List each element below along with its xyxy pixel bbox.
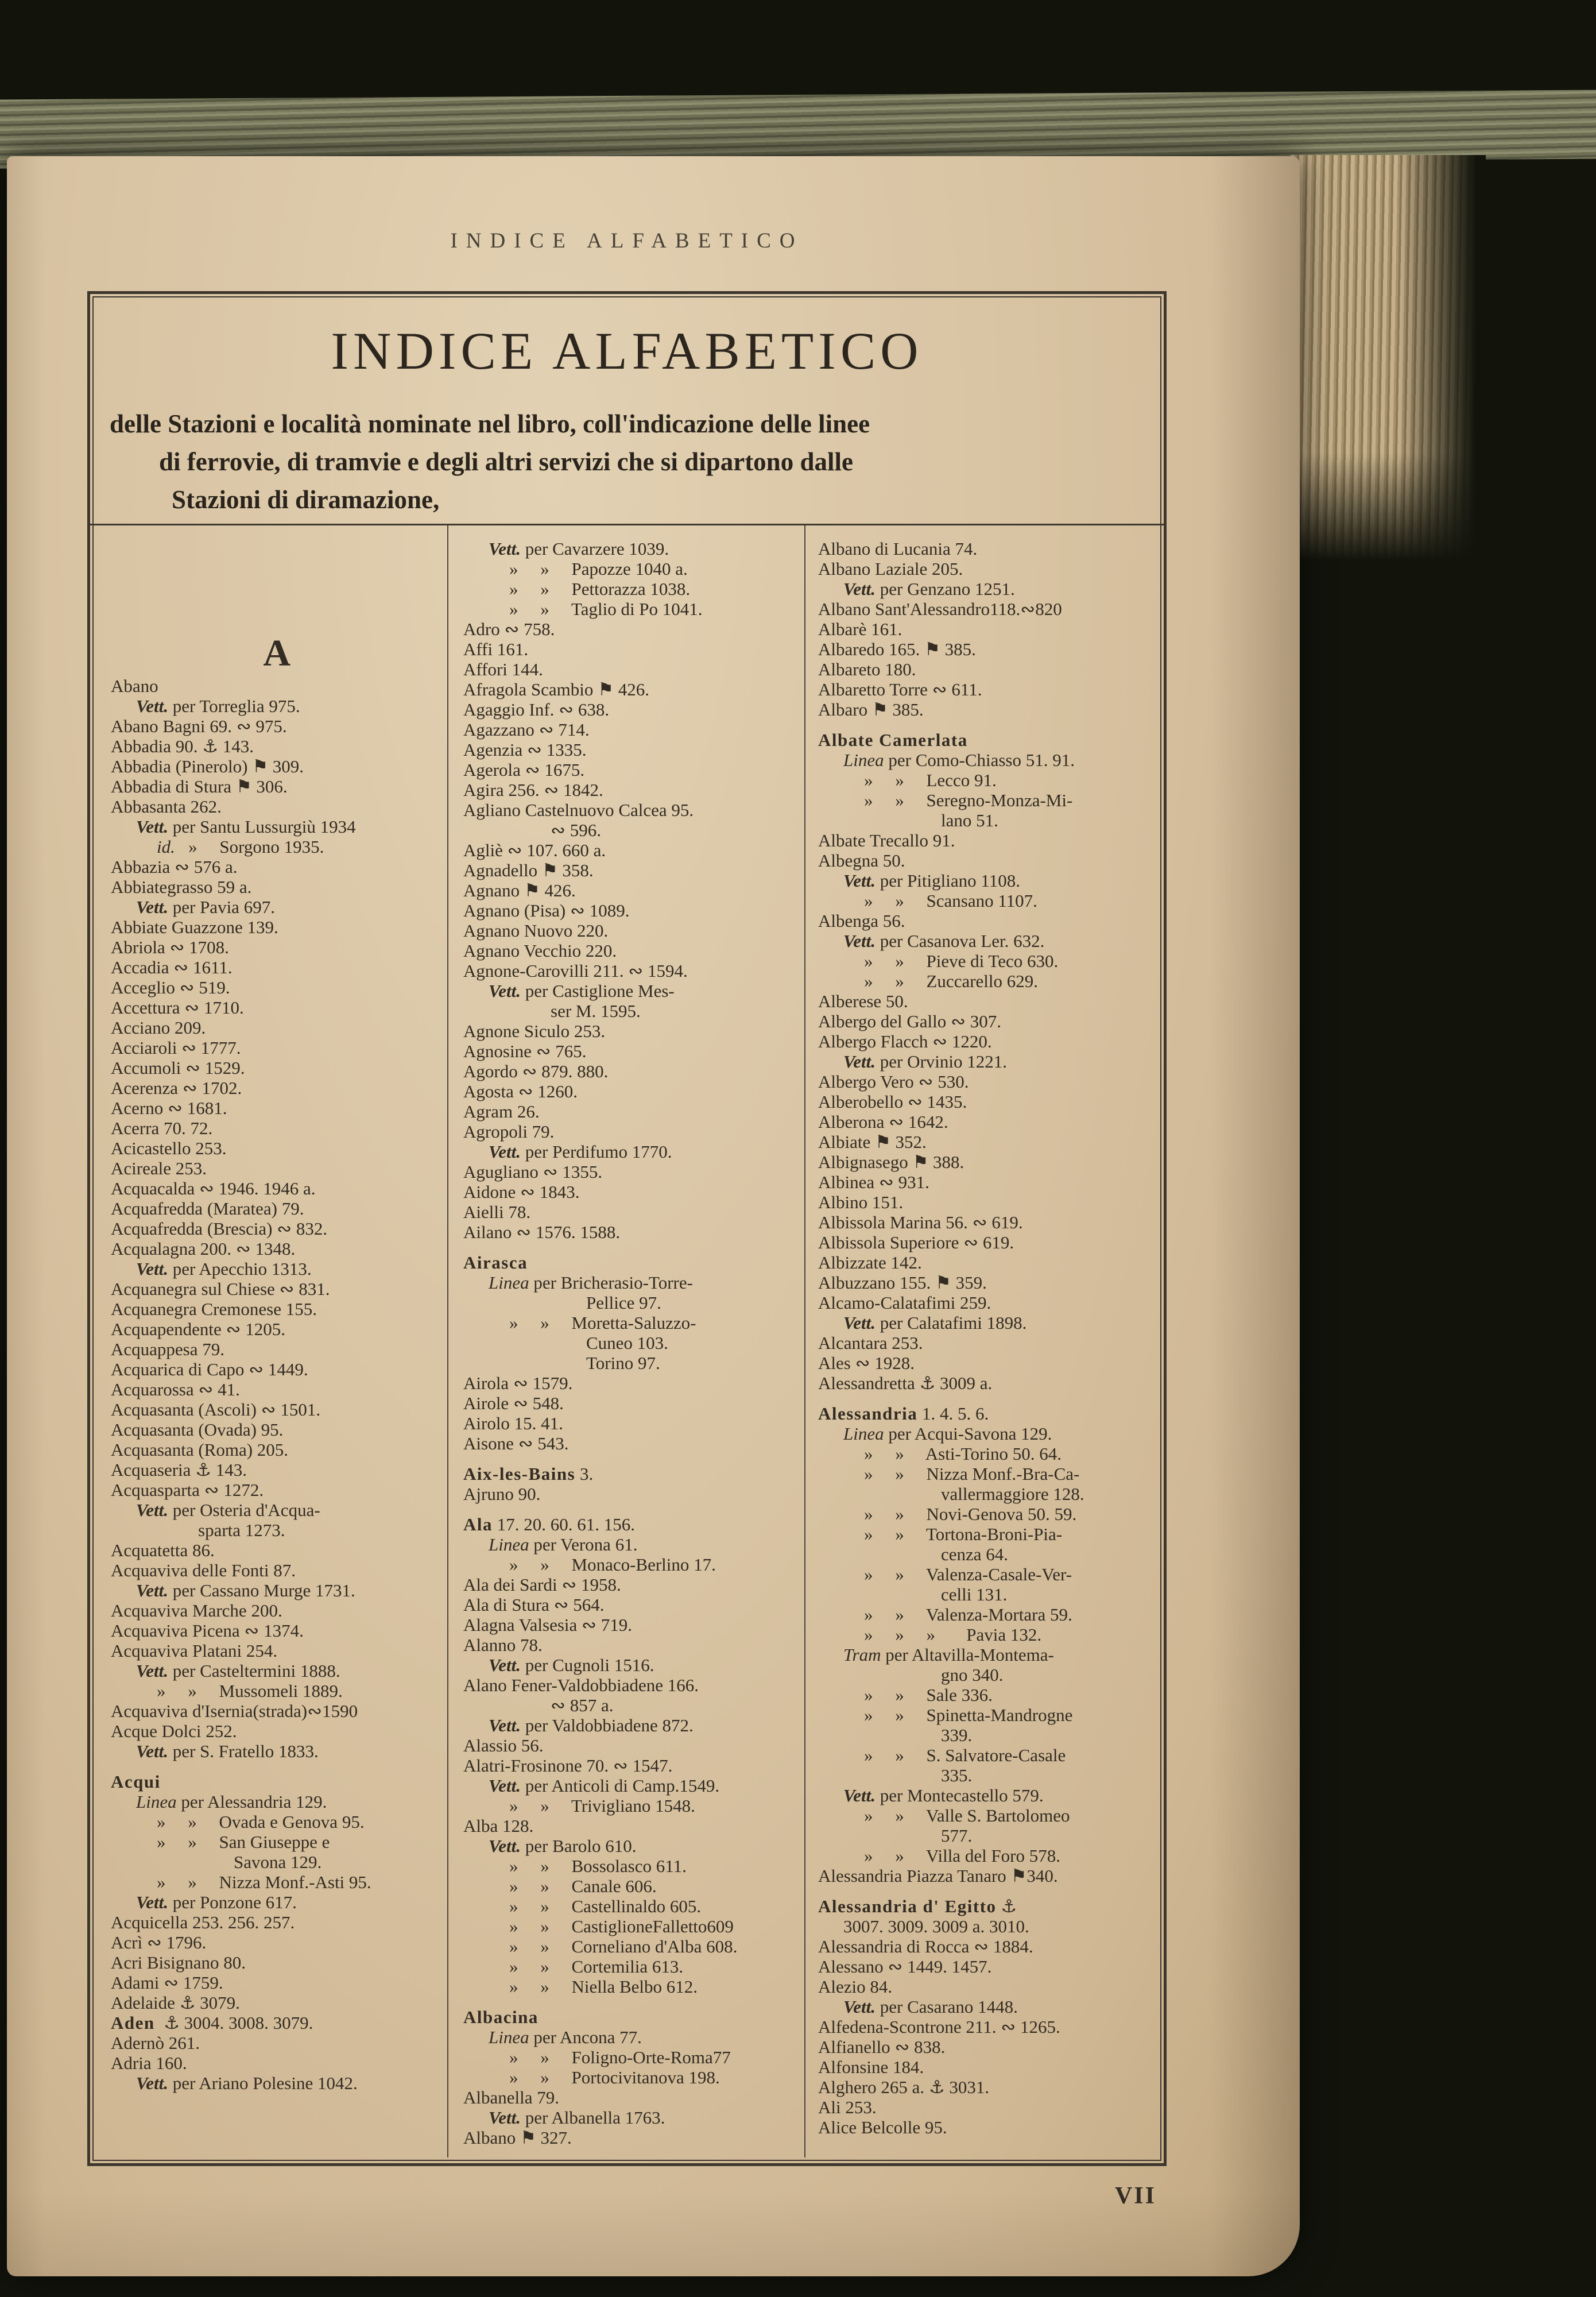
- index-line: Alezio 84.: [818, 1977, 893, 1997]
- index-line: Albizzate 142.: [818, 1252, 922, 1273]
- index-line: Acquaseria ⚓ 143.: [111, 1460, 247, 1480]
- index-line: Linea per Acqui-Savona 129.: [843, 1424, 1052, 1444]
- index-line: Alessandria 1. 4. 5. 6.: [818, 1403, 989, 1424]
- index-line: Albano Laziale 205.: [818, 559, 963, 579]
- index-line: ser M. 1595.: [551, 1001, 641, 1021]
- index-line: Albano Sant'Alessandro118.∾820: [818, 599, 1062, 619]
- index-line: Adelaide ⚓ 3079.: [111, 1993, 240, 2013]
- index-line: Albiate ⚑ 352.: [818, 1132, 927, 1152]
- index-line: Linea per Ancona 77.: [489, 2027, 642, 2047]
- index-line: Torino 97.: [586, 1353, 660, 1373]
- index-line: Agnano ⚑ 426.: [463, 880, 576, 900]
- index-line: Albino 151.: [818, 1192, 904, 1212]
- index-line: Cuneo 103.: [586, 1333, 668, 1353]
- index-line: Vett. per S. Fratello 1833.: [136, 1741, 319, 1761]
- index-line: Vett. per Anticoli di Camp.1549.: [489, 1776, 720, 1796]
- index-line: id. » Sorgono 1935.: [157, 837, 324, 857]
- index-line: Acireale 253.: [111, 1158, 207, 1178]
- index-line: » » Taglio di Po 1041.: [509, 599, 703, 619]
- index-line: Ales ∾ 1928.: [818, 1353, 915, 1373]
- index-line: Airolo 15. 41.: [463, 1413, 563, 1433]
- index-line: » » Novi-Genova 50. 59.: [864, 1504, 1077, 1524]
- index-line: Acquaviva Picena ∾ 1374.: [111, 1621, 304, 1641]
- index-line: Accettura ∾ 1710.: [111, 997, 244, 1018]
- index-line: Agram 26.: [463, 1101, 540, 1122]
- index-line: Alberese 50.: [818, 991, 908, 1011]
- index-line: » » Zuccarello 629.: [864, 971, 1039, 991]
- index-line: 577.: [941, 1826, 973, 1846]
- index-line: Abbazia ∾ 576 a.: [111, 857, 238, 877]
- index-line: Alano Fener-Valdobbiadene 166.: [463, 1675, 699, 1695]
- index-line: Agugliano ∾ 1355.: [463, 1162, 603, 1182]
- index-line: gno 340.: [941, 1665, 1004, 1685]
- index-line: Agnano (Pisa) ∾ 1089.: [463, 900, 630, 921]
- running-head: INDICE ALFABETICO: [450, 229, 804, 253]
- index-line: Albaretto Torre ∾ 611.: [818, 679, 982, 699]
- index-line: Acciaroli ∾ 1777.: [111, 1038, 241, 1058]
- index-line: Ali 253.: [818, 2097, 877, 2117]
- index-line: Adria 160.: [111, 2053, 187, 2073]
- index-line: Abbadia (Pinerolo) ⚑ 309.: [111, 756, 304, 776]
- index-line: Acquaviva d'Isernia(strada)∾1590: [111, 1701, 358, 1721]
- index-line: Albergo Flacch ∾ 1220.: [818, 1031, 992, 1051]
- index-line: Abbadia 90. ⚓ 143.: [111, 736, 254, 756]
- index-line: » » Valenza-Mortara 59.: [864, 1604, 1072, 1625]
- index-line: » » Monaco-Berlino 17.: [509, 1554, 716, 1575]
- index-line: Abano: [111, 676, 158, 696]
- index-line: Alba 128.: [463, 1816, 534, 1836]
- index-line: Vett. per Barolo 610.: [489, 1836, 637, 1856]
- index-line: » » Portocivitanova 198.: [509, 2067, 720, 2087]
- index-line: Alessandria d' Egitto ⚓: [818, 1896, 1017, 1916]
- index-line: vallermaggiore 128.: [941, 1484, 1084, 1504]
- index-line: Vett. per Cavarzere 1039.: [489, 539, 669, 559]
- index-line: Aisone ∾ 543.: [463, 1433, 569, 1453]
- index-line: Agazzano ∾ 714.: [463, 720, 590, 740]
- index-line: Afragola Scambio ⚑ 426.: [463, 679, 649, 699]
- index-line: Linea per Alessandria 129.: [136, 1792, 327, 1812]
- page-number: VII: [1114, 2183, 1156, 2209]
- index-line: » » Ovada e Genova 95.: [157, 1812, 365, 1832]
- index-line: Acquaviva Marche 200.: [111, 1600, 282, 1621]
- index-line: » » Villa del Foro 578.: [864, 1846, 1060, 1866]
- index-line: ∾ 857 a.: [551, 1695, 614, 1715]
- index-line: » » Nizza Monf.-Bra-Ca-: [864, 1464, 1080, 1484]
- index-line: Vett. per Casanova Ler. 632.: [843, 931, 1045, 951]
- index-line: Acquaviva Platani 254.: [111, 1641, 278, 1661]
- index-line: Vett. per Albanella 1763.: [489, 2107, 665, 2128]
- index-line: Ailano ∾ 1576. 1588.: [463, 1222, 621, 1242]
- index-line: Vett. per Ariano Polesine 1042.: [136, 2073, 358, 2093]
- index-line: Agerola ∾ 1675.: [463, 760, 585, 780]
- index-line: Acquasparta ∾ 1272.: [111, 1480, 264, 1500]
- index-line: Acquafredda (Brescia) ∾ 832.: [111, 1219, 328, 1239]
- index-line: Acquasanta (Ascoli) ∾ 1501.: [111, 1399, 321, 1420]
- index-line: Agropoli 79.: [463, 1122, 555, 1142]
- index-line: 335.: [941, 1765, 973, 1785]
- index-line: Vett. per Calatafimi 1898.: [843, 1313, 1027, 1333]
- index-line: Alcantara 253.: [818, 1333, 923, 1353]
- index-line: Agosta ∾ 1260.: [463, 1081, 578, 1101]
- index-frame: [87, 291, 1167, 2166]
- index-line: Acquacalda ∾ 1946. 1946 a.: [111, 1178, 316, 1198]
- index-line: Albissola Marina 56. ∾ 619.: [818, 1212, 1023, 1232]
- index-line: Albate Camerlata: [818, 730, 968, 750]
- index-line: Acquarossa ∾ 41.: [111, 1379, 240, 1399]
- index-line: Albuzzano 155. ⚑ 359.: [818, 1273, 987, 1293]
- index-line: Alfonsine 184.: [818, 2057, 924, 2077]
- index-line: Pellice 97.: [586, 1293, 661, 1313]
- index-line: Alatri-Frosinone 70. ∾ 1547.: [463, 1755, 673, 1776]
- index-line: Agnano Nuovo 220.: [463, 921, 609, 941]
- book-fore-edge-pages: [1291, 155, 1486, 569]
- index-line: Linea per Verona 61.: [489, 1534, 638, 1554]
- index-line: Adro ∾ 758.: [463, 619, 555, 639]
- index-line: Airasca: [463, 1252, 528, 1273]
- index-line: Albareto 180.: [818, 659, 916, 679]
- index-line: 339.: [941, 1725, 973, 1745]
- index-line: Alessano ∾ 1449. 1457.: [818, 1956, 992, 1977]
- index-line: Albarè 161.: [818, 619, 902, 639]
- index-line: Acqualagna 200. ∾ 1348.: [111, 1239, 296, 1259]
- index-line: » » Asti-Torino 50. 64.: [864, 1444, 1062, 1464]
- index-line: » » Scansano 1107.: [864, 891, 1037, 911]
- index-line: Vett. per Perdifumo 1770.: [489, 1142, 672, 1162]
- index-line: Vett. per Apecchio 1313.: [136, 1259, 312, 1279]
- index-line: » » Valenza-Casale-Ver-: [864, 1564, 1072, 1584]
- index-line: Vett. per Casarano 1448.: [843, 1997, 1018, 2017]
- index-line: Vett. per Santu Lussurgiù 1934: [136, 817, 356, 837]
- index-line: » » Seregno-Monza-Mi-: [864, 790, 1073, 810]
- index-line: Accadia ∾ 1611.: [111, 957, 233, 977]
- index-line: Airole ∾ 548.: [463, 1393, 564, 1413]
- index-line: » » Foligno-Orte-Roma77: [509, 2047, 731, 2067]
- index-line: » » Mussomeli 1889.: [157, 1681, 343, 1701]
- index-line: » » Sale 336.: [864, 1685, 993, 1705]
- index-line: Agira 256. ∾ 1842.: [463, 780, 603, 800]
- index-line: » » Moretta-Saluzzo-: [509, 1313, 696, 1333]
- index-line: lano 51.: [941, 810, 998, 830]
- index-line: Acquicella 253. 256. 257.: [111, 1912, 295, 1932]
- index-line: Agnone Siculo 253.: [463, 1021, 606, 1041]
- index-column-1: [111, 539, 444, 2093]
- index-line: » » Lecco 91.: [864, 770, 997, 790]
- index-line: Alfianello ∾ 838.: [818, 2037, 946, 2057]
- index-line: Agnadello ⚑ 358.: [463, 860, 594, 880]
- column-divider-1: [447, 525, 448, 2157]
- index-line: Vett. per Montecastello 579.: [843, 1785, 1044, 1805]
- index-column-2: [463, 539, 801, 2148]
- index-line: celli 131.: [941, 1584, 1008, 1604]
- index-line: Ala dei Sardi ∾ 1958.: [463, 1575, 621, 1595]
- index-line: Acquapendente ∾ 1205.: [111, 1319, 286, 1339]
- index-line: Adernò 261.: [111, 2033, 200, 2053]
- index-line: Albacina: [463, 2007, 539, 2027]
- index-line: Albergo del Gallo ∾ 307.: [818, 1011, 1001, 1031]
- index-line: Acquappesa 79.: [111, 1339, 224, 1359]
- index-line: Acri Bisignano 80.: [111, 1952, 246, 1973]
- index-line: » » S. Salvatore-Casale: [864, 1745, 1066, 1765]
- index-line: Abbiategrasso 59 a.: [111, 877, 252, 897]
- index-line: » » Pieve di Teco 630.: [864, 951, 1059, 971]
- index-line: Vett. per Genzano 1251.: [843, 579, 1015, 599]
- index-line: » » Niella Belbo 612.: [509, 1977, 698, 1997]
- index-line: Affori 144.: [463, 659, 543, 679]
- index-line: Agordo ∾ 879. 880.: [463, 1061, 609, 1081]
- index-line: Alanno 78.: [463, 1635, 543, 1655]
- index-line: Agliano Castelnuovo Calcea 95.: [463, 800, 694, 820]
- index-line: Acque Dolci 252.: [111, 1721, 237, 1741]
- subtitle-line-1: delle Stazioni e località nominate nel libro, coll'indicazione delle linee: [110, 409, 870, 438]
- index-line: Albano di Lucania 74.: [818, 539, 978, 559]
- index-line: Acquarica di Capo ∾ 1449.: [111, 1359, 308, 1379]
- index-line: Acicastello 253.: [111, 1138, 227, 1158]
- section-letter: A: [263, 632, 292, 674]
- book-page: [7, 156, 1300, 2276]
- index-line: Acerenza ∾ 1702.: [111, 1078, 242, 1098]
- subtitle-line-3: Stazioni di diramazione,: [172, 485, 440, 514]
- index-line: Acciano 209.: [111, 1018, 206, 1038]
- index-line: » » Corneliano d'Alba 608.: [509, 1936, 738, 1956]
- index-line: Alberona ∾ 1642.: [818, 1112, 948, 1132]
- index-line: Acquatetta 86.: [111, 1540, 215, 1560]
- index-line: Ajruno 90.: [463, 1484, 541, 1504]
- page-title: INDICE ALFABETICO: [331, 322, 923, 380]
- index-line: Linea per Como-Chiasso 51. 91.: [843, 750, 1075, 770]
- index-line: » » CastiglioneFalletto609: [509, 1916, 734, 1936]
- index-line: » » Cortemilia 613.: [509, 1956, 684, 1977]
- column-divider-2: [804, 525, 805, 2157]
- index-line: Alassio 56.: [463, 1735, 544, 1755]
- index-line: Abano Bagni 69. ∾ 975.: [111, 716, 287, 736]
- index-line: Acerra 70. 72.: [111, 1118, 213, 1138]
- index-line: Aix-les-Bains 3.: [463, 1464, 594, 1484]
- index-line: Alessandria Piazza Tanaro ⚑340.: [818, 1866, 1058, 1886]
- index-line: Agnosine ∾ 765.: [463, 1041, 587, 1061]
- index-line: Albano ⚑ 327.: [463, 2128, 572, 2148]
- index-line: Albissola Superiore ∾ 619.: [818, 1232, 1014, 1252]
- columns-top-rule: [90, 524, 1164, 525]
- index-line: Vett. per Casteltermini 1888.: [136, 1661, 340, 1681]
- index-line: Alfedena-Scontrone 211. ∾ 1265.: [818, 2017, 1060, 2037]
- index-line: Vett. per Pitigliano 1108.: [843, 871, 1020, 891]
- index-line: » » Spinetta-Mandrogne: [864, 1705, 1073, 1725]
- index-line: Alessandretta ⚓ 3009 a.: [818, 1373, 993, 1393]
- index-line: Abbiate Guazzone 139.: [111, 917, 278, 937]
- index-line: Vett. per Cugnoli 1516.: [489, 1655, 654, 1675]
- index-line: Vett. per Cassano Murge 1731.: [136, 1580, 355, 1600]
- index-line: Vett. per Valdobbiadene 872.: [489, 1715, 694, 1735]
- index-line: Vett. per Orvinio 1221.: [843, 1051, 1008, 1072]
- index-line: Acquanegra Cremonese 155.: [111, 1299, 317, 1319]
- index-line: » » Bossolasco 611.: [509, 1856, 687, 1876]
- index-line: » » Papozze 1040 a.: [509, 559, 688, 579]
- index-line: Vett. per Osteria d'Acqua-: [136, 1500, 320, 1520]
- index-line: Vett. per Torreglia 975.: [136, 696, 300, 716]
- index-line: Airola ∾ 1579.: [463, 1373, 573, 1393]
- index-line: Acquasanta (Roma) 205.: [111, 1440, 289, 1460]
- index-line: Albaro ⚑ 385.: [818, 699, 924, 720]
- index-line: Agenzia ∾ 1335.: [463, 740, 587, 760]
- index-line: » » San Giuseppe e: [157, 1832, 330, 1852]
- index-line: Agliè ∾ 107. 660 a.: [463, 840, 606, 860]
- index-column-3: [818, 539, 1163, 2137]
- index-line: » » » Pavia 132.: [864, 1625, 1042, 1645]
- index-line: Alghero 265 a. ⚓ 3031.: [818, 2077, 990, 2097]
- index-line: Albate Trecallo 91.: [818, 830, 955, 850]
- index-line: cenza 64.: [941, 1544, 1009, 1564]
- index-line: Albenga 56.: [818, 911, 905, 931]
- index-line: Agnano Vecchio 220.: [463, 941, 617, 961]
- index-line: Acqui: [111, 1772, 161, 1792]
- index-line: Aielli 78.: [463, 1202, 531, 1222]
- index-line: Aidone ∾ 1843.: [463, 1182, 580, 1202]
- index-line: sparta 1273.: [198, 1520, 285, 1540]
- index-line: Albignasego ⚑ 388.: [818, 1152, 964, 1172]
- index-line: Agnone-Carovilli 211. ∾ 1594.: [463, 961, 688, 981]
- index-line: Acerno ∾ 1681.: [111, 1098, 227, 1118]
- index-line: » » Nizza Monf.-Asti 95.: [157, 1872, 371, 1892]
- index-line: Alice Belcolle 95.: [818, 2117, 947, 2137]
- index-line: » » Valle S. Bartolomeo: [864, 1805, 1070, 1826]
- index-line: Acquanegra sul Chiese ∾ 831.: [111, 1279, 330, 1299]
- index-line: Vett. per Castiglione Mes-: [489, 981, 675, 1001]
- subtitle-line-2: di ferrovie, di tramvie e degli altri servizi che si dipartono dalle: [159, 447, 853, 476]
- index-line: Affi 161.: [463, 639, 529, 659]
- index-line: Linea per Bricherasio-Torre-: [489, 1273, 693, 1293]
- index-line: Alcamo-Calatafimi 259.: [818, 1293, 991, 1313]
- index-line: » » Castellinaldo 605.: [509, 1896, 702, 1916]
- index-line: Savona 129.: [234, 1852, 322, 1872]
- index-line: Albaredo 165. ⚑ 385.: [818, 639, 976, 659]
- index-line: Alagna Valsesia ∾ 719.: [463, 1615, 633, 1635]
- index-line: Agaggio Inf. ∾ 638.: [463, 699, 610, 720]
- index-line: Acquasanta (Ovada) 95.: [111, 1420, 284, 1440]
- index-line: Vett. per Pavia 697.: [136, 897, 275, 917]
- index-line: Alberobello ∾ 1435.: [818, 1092, 967, 1112]
- index-line: Acquafredda (Maratea) 79.: [111, 1198, 304, 1219]
- index-line: Alessandria di Rocca ∾ 1884.: [818, 1936, 1033, 1956]
- index-line: Ala di Stura ∾ 564.: [463, 1595, 605, 1615]
- index-line: Albanella 79.: [463, 2087, 560, 2107]
- index-line: Albegna 50.: [818, 850, 905, 871]
- index-line: Abriola ∾ 1708.: [111, 937, 229, 957]
- index-line: Tram per Altavilla-Montema-: [843, 1645, 1054, 1665]
- index-line: Adami ∾ 1759.: [111, 1973, 223, 1993]
- index-line: » » Trivigliano 1548.: [509, 1796, 695, 1816]
- index-line: Albinea ∾ 931.: [818, 1172, 929, 1192]
- index-line: 3007. 3009. 3009 a. 3010.: [843, 1916, 1029, 1936]
- index-line: » » Tortona-Broni-Pia-: [864, 1524, 1063, 1544]
- index-line: Ala 17. 20. 60. 61. 156.: [463, 1514, 635, 1534]
- index-line: Abbasanta 262.: [111, 796, 222, 817]
- index-line: Acquaviva delle Fonti 87.: [111, 1560, 296, 1580]
- index-line: Abbadia di Stura ⚑ 306.: [111, 776, 288, 796]
- index-line: Accumoli ∾ 1529.: [111, 1058, 245, 1078]
- index-line: Acceglio ∾ 519.: [111, 977, 230, 997]
- index-line: » » Pettorazza 1038.: [509, 579, 691, 599]
- index-line: ∾ 596.: [551, 820, 601, 840]
- index-line: Aden ⚓ 3004. 3008. 3079.: [111, 2013, 313, 2033]
- index-line: » » Canale 606.: [509, 1876, 657, 1896]
- index-line: Albergo Vero ∾ 530.: [818, 1072, 969, 1092]
- index-line: Acrì ∾ 1796.: [111, 1932, 207, 1952]
- index-line: Vett. per Ponzone 617.: [136, 1892, 297, 1912]
